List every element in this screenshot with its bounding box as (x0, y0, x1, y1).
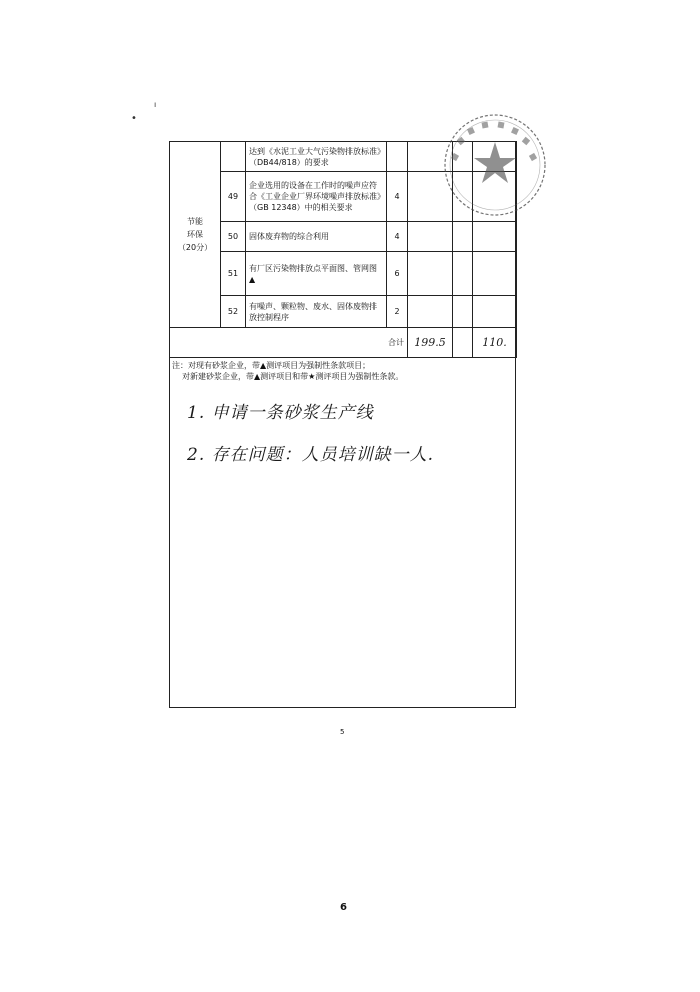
scan-speck: • (131, 113, 137, 124)
handwritten-note: 2. 存在问题：人员培训缺一人. (187, 445, 435, 465)
total-label: 合计 (170, 328, 408, 358)
item-number: 51 (221, 252, 246, 296)
evaluation-cell (408, 252, 453, 296)
total-handwritten-a: 199.5 (408, 328, 453, 358)
item-description: 企业选用的设备在工作时的噪声应符合《工业企业厂界环境噪声排放标准》（GB 12348）中的相关要求 (246, 172, 387, 222)
evaluation-cell (473, 252, 517, 296)
inner-page-number: 5 (340, 728, 345, 736)
company-seal-stamp (440, 110, 550, 220)
total-row (170, 328, 517, 358)
item-number (221, 142, 246, 172)
note-line: 对新建砂浆企业，带▲测评项目和带★测评项目为强制性条款。 (182, 372, 404, 381)
item-description: 达到《水泥工业大气污染物排放标准》（DB44/818）的要求 (246, 142, 387, 172)
evaluation-cell (453, 296, 473, 328)
item-number: 50 (221, 222, 246, 252)
evaluation-cell (473, 296, 517, 328)
evaluation-cell (453, 222, 473, 252)
evaluation-cell (408, 222, 453, 252)
evaluation-cell (453, 328, 473, 358)
handwritten-note: 1. 申请一条砂浆生产线 (187, 403, 374, 423)
evaluation-cell (473, 222, 517, 252)
item-score: 2 (387, 296, 408, 328)
item-score: 6 (387, 252, 408, 296)
item-score (387, 142, 408, 172)
item-score: 4 (387, 172, 408, 222)
item-number: 52 (221, 296, 246, 328)
scan-speck: ı (154, 100, 157, 109)
note-line: 注：对现有砂浆企业，带▲测评项目为强制性条款项目； (172, 361, 371, 370)
category-cell: 节能 环保 （20分） (170, 142, 221, 328)
table-row (170, 222, 517, 252)
table-row (170, 252, 517, 296)
item-description: 有厂区污染物排放点平面图、管网图▲ (246, 252, 387, 296)
item-description: 有噪声、颗粒物、废水、固体废物排放控制程序 (246, 296, 387, 328)
note-block (172, 360, 512, 382)
evaluation-cell (453, 252, 473, 296)
total-handwritten-b: 110. (473, 328, 517, 358)
page-number: 6 (340, 902, 347, 913)
evaluation-cell (408, 296, 453, 328)
item-number: 49 (221, 172, 246, 222)
table-row (170, 296, 517, 328)
item-description: 固体废弃物的综合利用 (246, 222, 387, 252)
item-score: 4 (387, 222, 408, 252)
